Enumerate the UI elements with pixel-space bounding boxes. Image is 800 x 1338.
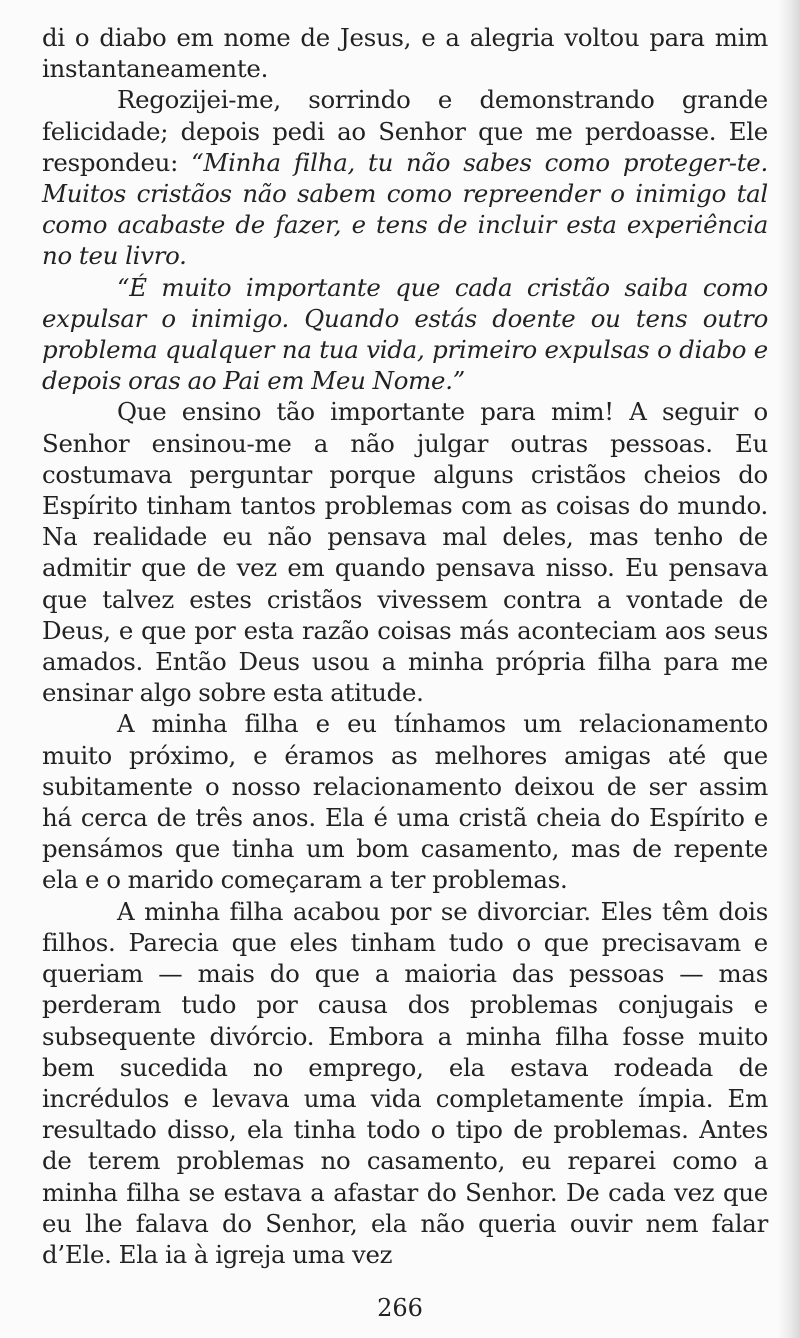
jesus-quote-italic: “Minha filha, tu não sabes como proteger-te. Muitos cristãos não sabem como repreender o inimigo tal como acabaste de fazer, e tens de incluir esta experiência no teu livro. bbox=[42, 147, 768, 271]
text-run: Que ensino tão importante para mim! A seguir o Senhor ensinou-me a não julgar outras pessoas. Eu costumava perguntar porque alguns cristãos cheios do Espírito tinham tantos problemas com as coisas do mundo. Na realidade eu não pensava mal deles, mas tenho de admitir que de vez em quando pensava nisso. Eu pensava que talvez estes cristãos vivessem contra a vontade de Deus, e que por esta razão coisas más aconteciam aos seus amados. Então Deus usou a minha própria filha para me ensinar algo sobre esta atitude. bbox=[42, 397, 768, 708]
jesus-quote-italic: “É muito importante que cada cristão saiba como expulsar o inimigo. Quando estás doente ou tens outro problema qualquer na tua vida, primeiro expulsas o diabo e depois oras ao Pai em Meu Nome.” bbox=[42, 272, 768, 396]
page-edge-shadow bbox=[778, 0, 800, 1338]
text-run: Regozijei-me, sorrindo e demonstrando grande felicidade; depois pedi ao Senhor que me perdoasse. Ele respondeu: bbox=[42, 85, 768, 177]
paragraph-4 bbox=[42, 396, 768, 708]
text-run: A minha filha e eu tínhamos um relacionamento muito próximo, e éramos as melhores amigas até que subitamente o nosso relacionamento deixou de ser assim há cerca de três anos. Ela é uma cristã cheia do Espírito e pensámos que tinha um bom casamento, mas de repente ela e o marido começaram a ter problemas. bbox=[42, 709, 768, 895]
text-run: di o diabo em nome de Jesus, e a alegria voltou para mim instantaneamente. bbox=[42, 23, 768, 84]
paragraph-2 bbox=[42, 84, 768, 271]
paragraph-3 bbox=[42, 272, 768, 397]
body-text bbox=[42, 22, 768, 1270]
paragraph-5 bbox=[42, 708, 768, 895]
paragraph-1 bbox=[42, 22, 768, 84]
page-number: 266 bbox=[377, 1294, 423, 1322]
paragraph-6 bbox=[42, 896, 768, 1270]
text-run: A minha filha acabou por se divorciar. Eles têm dois filhos. Parecia que eles tinham tudo o que precisavam e queriam — mais do que a maioria das pessoas — mas perderam tudo por causa dos problemas conjugais e subsequente divórcio. Embora a minha filha fosse muito bem sucedida no emprego, ela estava rodeada de incrédulos e levava uma vida completamente ímpia. Em resultado disso, ela tinha todo o tipo de problemas. Antes de terem problemas no casamento, eu reparei como a minha filha se estava a afastar do Senhor. De cada vez que eu lhe falava do Senhor, ela não queria ouvir nem falar d’Ele. Ela ia à igreja uma vez bbox=[42, 896, 768, 1269]
